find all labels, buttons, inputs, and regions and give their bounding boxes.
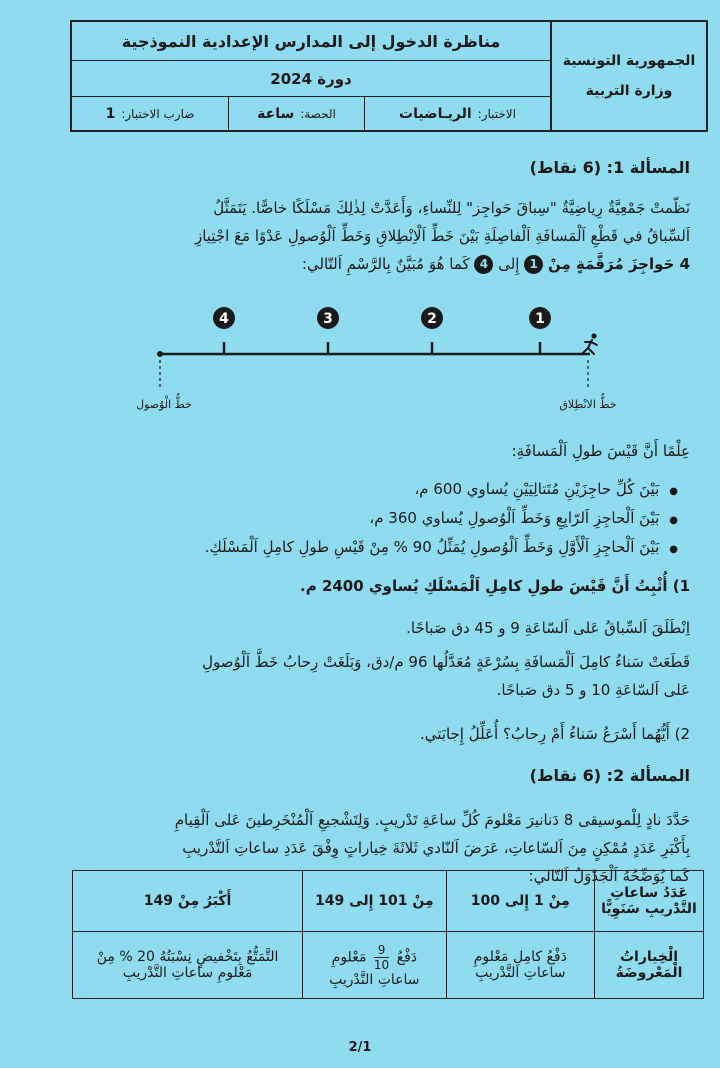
problem2-line3: كَما يُوَضِّحُهُ اَلْجَدْوَلُ اَلتّالي:	[528, 867, 690, 885]
coefficient-value: 1	[105, 105, 116, 122]
hurdle-3-label: 3	[323, 311, 333, 327]
table-cell-option-3: التَّمَتُّعُ بِتَخْفيضٍ نِسْبَتُهُ 20 % مِنْ مَعْلومِ ساعاتِ التَّدْريبِ	[73, 932, 303, 999]
problem1-intro-line3-c: كَما هُوَ مُبَيَّنٌ بِالرَّسْمِ اَلتّالي:	[301, 255, 470, 273]
page-number: 2/1	[348, 1040, 372, 1055]
badge-hurdle-to: 4	[474, 255, 493, 274]
start-line-label: خطُّ الانْطِلاق	[559, 398, 617, 411]
problem2-title: المسألة 2: (6 نقاط)	[529, 766, 690, 785]
problem2-line1: حَدَّدَ نادٍ لِلْموسيقى 8 دَنانيرَ مَعْلومَ كُلِّ ساعَةِ تَدْريبٍ. وَلِتَشْجيعِ اَلْمُنْخَرِطينَ عَلى اَلْقِيامِ	[174, 811, 690, 829]
hurdle-2	[421, 307, 443, 354]
hurdle-2-label: 2	[427, 311, 437, 327]
distance-fact-1: ● بَيْنَ كُلِّ حاجِزَيْنِ مُتَتالِيَيْنِ يُساوي 600 م،	[40, 476, 678, 505]
exam-header	[70, 20, 708, 132]
question-1: 1) أُثْبِتُ أَنَّ قَيْسَ طولِ كامِلِ اَلْمَسْلَكِ يُساوي 2400 م.	[300, 577, 690, 595]
distance-fact-2: ● بَيْنَ اَلْحاجِزِ اَلرّابِعِ وَخَطِّ اَلْوُصولِ يُساوي 360 م،	[40, 505, 678, 534]
training-options-table	[72, 870, 704, 999]
table-header-hours: عَدَدُ ساعاتِ التَّدْريبِ سَنَوِيًّا	[595, 871, 704, 932]
session-label: دورة 2024	[72, 61, 550, 97]
hurdle-4-label: 4	[219, 311, 229, 327]
fraction-denominator: 10	[373, 957, 390, 972]
knowing-text: عِلْمًا أَنَّ قَيْسَ طولِ اَلْمَسافَةِ:	[511, 442, 690, 460]
hurdle-3	[317, 307, 339, 354]
distance-fact-3: ● بَيْنَ اَلْحاجِزِ اَلْأَوَّلِ وَخَطِّ اَلْوُصولِ يُمَثِّلُ 90 % مِنْ قَيْسِ طولِ كامِلِ اَلْمَسْلَكِ.	[40, 534, 678, 563]
fraction	[374, 943, 389, 972]
table-row-hours	[73, 871, 704, 932]
question-2: 2) أَيُّهُما أَسْرَعُ سَناءُ أَمْ رِحابُ؟ أُعَلِّلُ إِجابَتي.	[419, 725, 690, 743]
hurdle-4	[213, 307, 235, 354]
table-cell-hours-2: مِنْ 101 إِلى 149	[303, 871, 447, 932]
problem1-intro	[26, 194, 690, 278]
duration-label: الحصة:	[300, 106, 336, 121]
table-cell-hours-3: أَكْبَرُ مِنْ 149	[73, 871, 303, 932]
problem2-line2: بِأَكْبَرِ عَدَدٍ مُمْكِنٍ مِنَ اَلسّاعاتِ، عَرَضَ اَلنّادي ثَلاثَةَ خِياراتٍ وِفْقَ عَدَدِ ساعاتِ اَلتَّدْريبِ	[182, 839, 690, 857]
contest-title: مناظرة الدخول إلى المدارس الإعدادية النموذجية	[72, 22, 550, 61]
problem1-intro-line3-a: 4 حَواجِزَ مُرَقَّمَةٍ مِنْ	[548, 255, 690, 273]
table-cell-option-1: دَفْعُ كامِلِ مَعْلومِ ساعاتِ التَّدْريبِ	[446, 932, 594, 999]
duration-cell	[228, 97, 364, 130]
sanaa-line-2: عَلى اَلسّاعَةِ 10 و 5 دق صَباحًا.	[496, 681, 690, 699]
problem1-intro-line1: نَظّمتْ جَمْعِيَّةٌ رِياضِيَّةٌ "سِباقَ حَواجِز" لِلنِّساءِ، وَأَعَدَّتْ لِذٰلِكَ مَسْلَكًا خاصًّا. يَتَمَثَّلُ	[213, 199, 690, 217]
subject-label: الاختبار:	[477, 106, 516, 121]
option-2-prefix: دَفْعُ	[396, 949, 418, 965]
coefficient-cell	[72, 97, 228, 130]
finish-point	[157, 351, 163, 357]
ministry-label: وزارة التربية	[585, 83, 673, 99]
problem1-intro-line3-b: إِلى	[498, 255, 520, 273]
hurdle-1	[529, 307, 551, 354]
table-row-options	[73, 932, 704, 999]
table-cell-hours-1: مِنْ 1 إِلى 100	[446, 871, 594, 932]
header-ministry	[552, 22, 706, 130]
race-start-time: اِنْطَلَقَ اَلسِّباقُ عَلى اَلسّاعَةِ 9 و 45 دق صَباحًا.	[406, 619, 690, 637]
distance-facts-list	[40, 476, 678, 563]
badge-hurdle-from: 1	[524, 255, 543, 274]
duration-value: ساعة	[257, 105, 295, 122]
problem1-intro-line2: اَلسِّباقُ في قَطْعِ اَلْمَسافَةِ اَلْفاصِلَةِ بَيْنَ خَطِّ اَلْاِنْطِلاقِ وَخَطِّ اَلْوُصولِ عَدْوًا مَعَ اجْتِيازِ	[194, 227, 690, 245]
header-details-row	[72, 97, 550, 130]
subject-value: الريـاضيات	[399, 105, 472, 122]
table-header-options: الْخِياراتُ الْمَعْروضَةُ	[595, 932, 704, 999]
table-cell-option-2	[303, 932, 447, 999]
fraction-numerator: 9	[374, 943, 389, 958]
republic-label: الجمهورية التونسية	[562, 53, 696, 69]
race-track-figure	[120, 300, 640, 420]
hurdle-1-label: 1	[535, 311, 545, 327]
header-info	[72, 22, 552, 130]
option-2-suffix: مَعْلومِ ساعاتِ التَّدْريبِ	[329, 949, 420, 988]
sanaa-line-1: قَطَعَتْ سَناءُ كامِلَ اَلْمَسافَةِ بِسُرْعَةٍ مُعَدَّلُها 96 م/دق، وَبَلَغَتْ رِحابُ خَطَّ اَلْوُصولِ	[202, 653, 690, 671]
subject-cell	[364, 97, 550, 130]
runner-icon	[582, 333, 597, 354]
problem1-title: المسألة 1: (6 نقاط)	[529, 158, 690, 177]
coefficient-label: ضارب الاختبار:	[121, 106, 195, 121]
problem1-intro-line3	[26, 250, 690, 278]
finish-line-label: خطُّ الْوُصول	[136, 398, 192, 411]
sanaa-rehab-text	[26, 648, 690, 704]
